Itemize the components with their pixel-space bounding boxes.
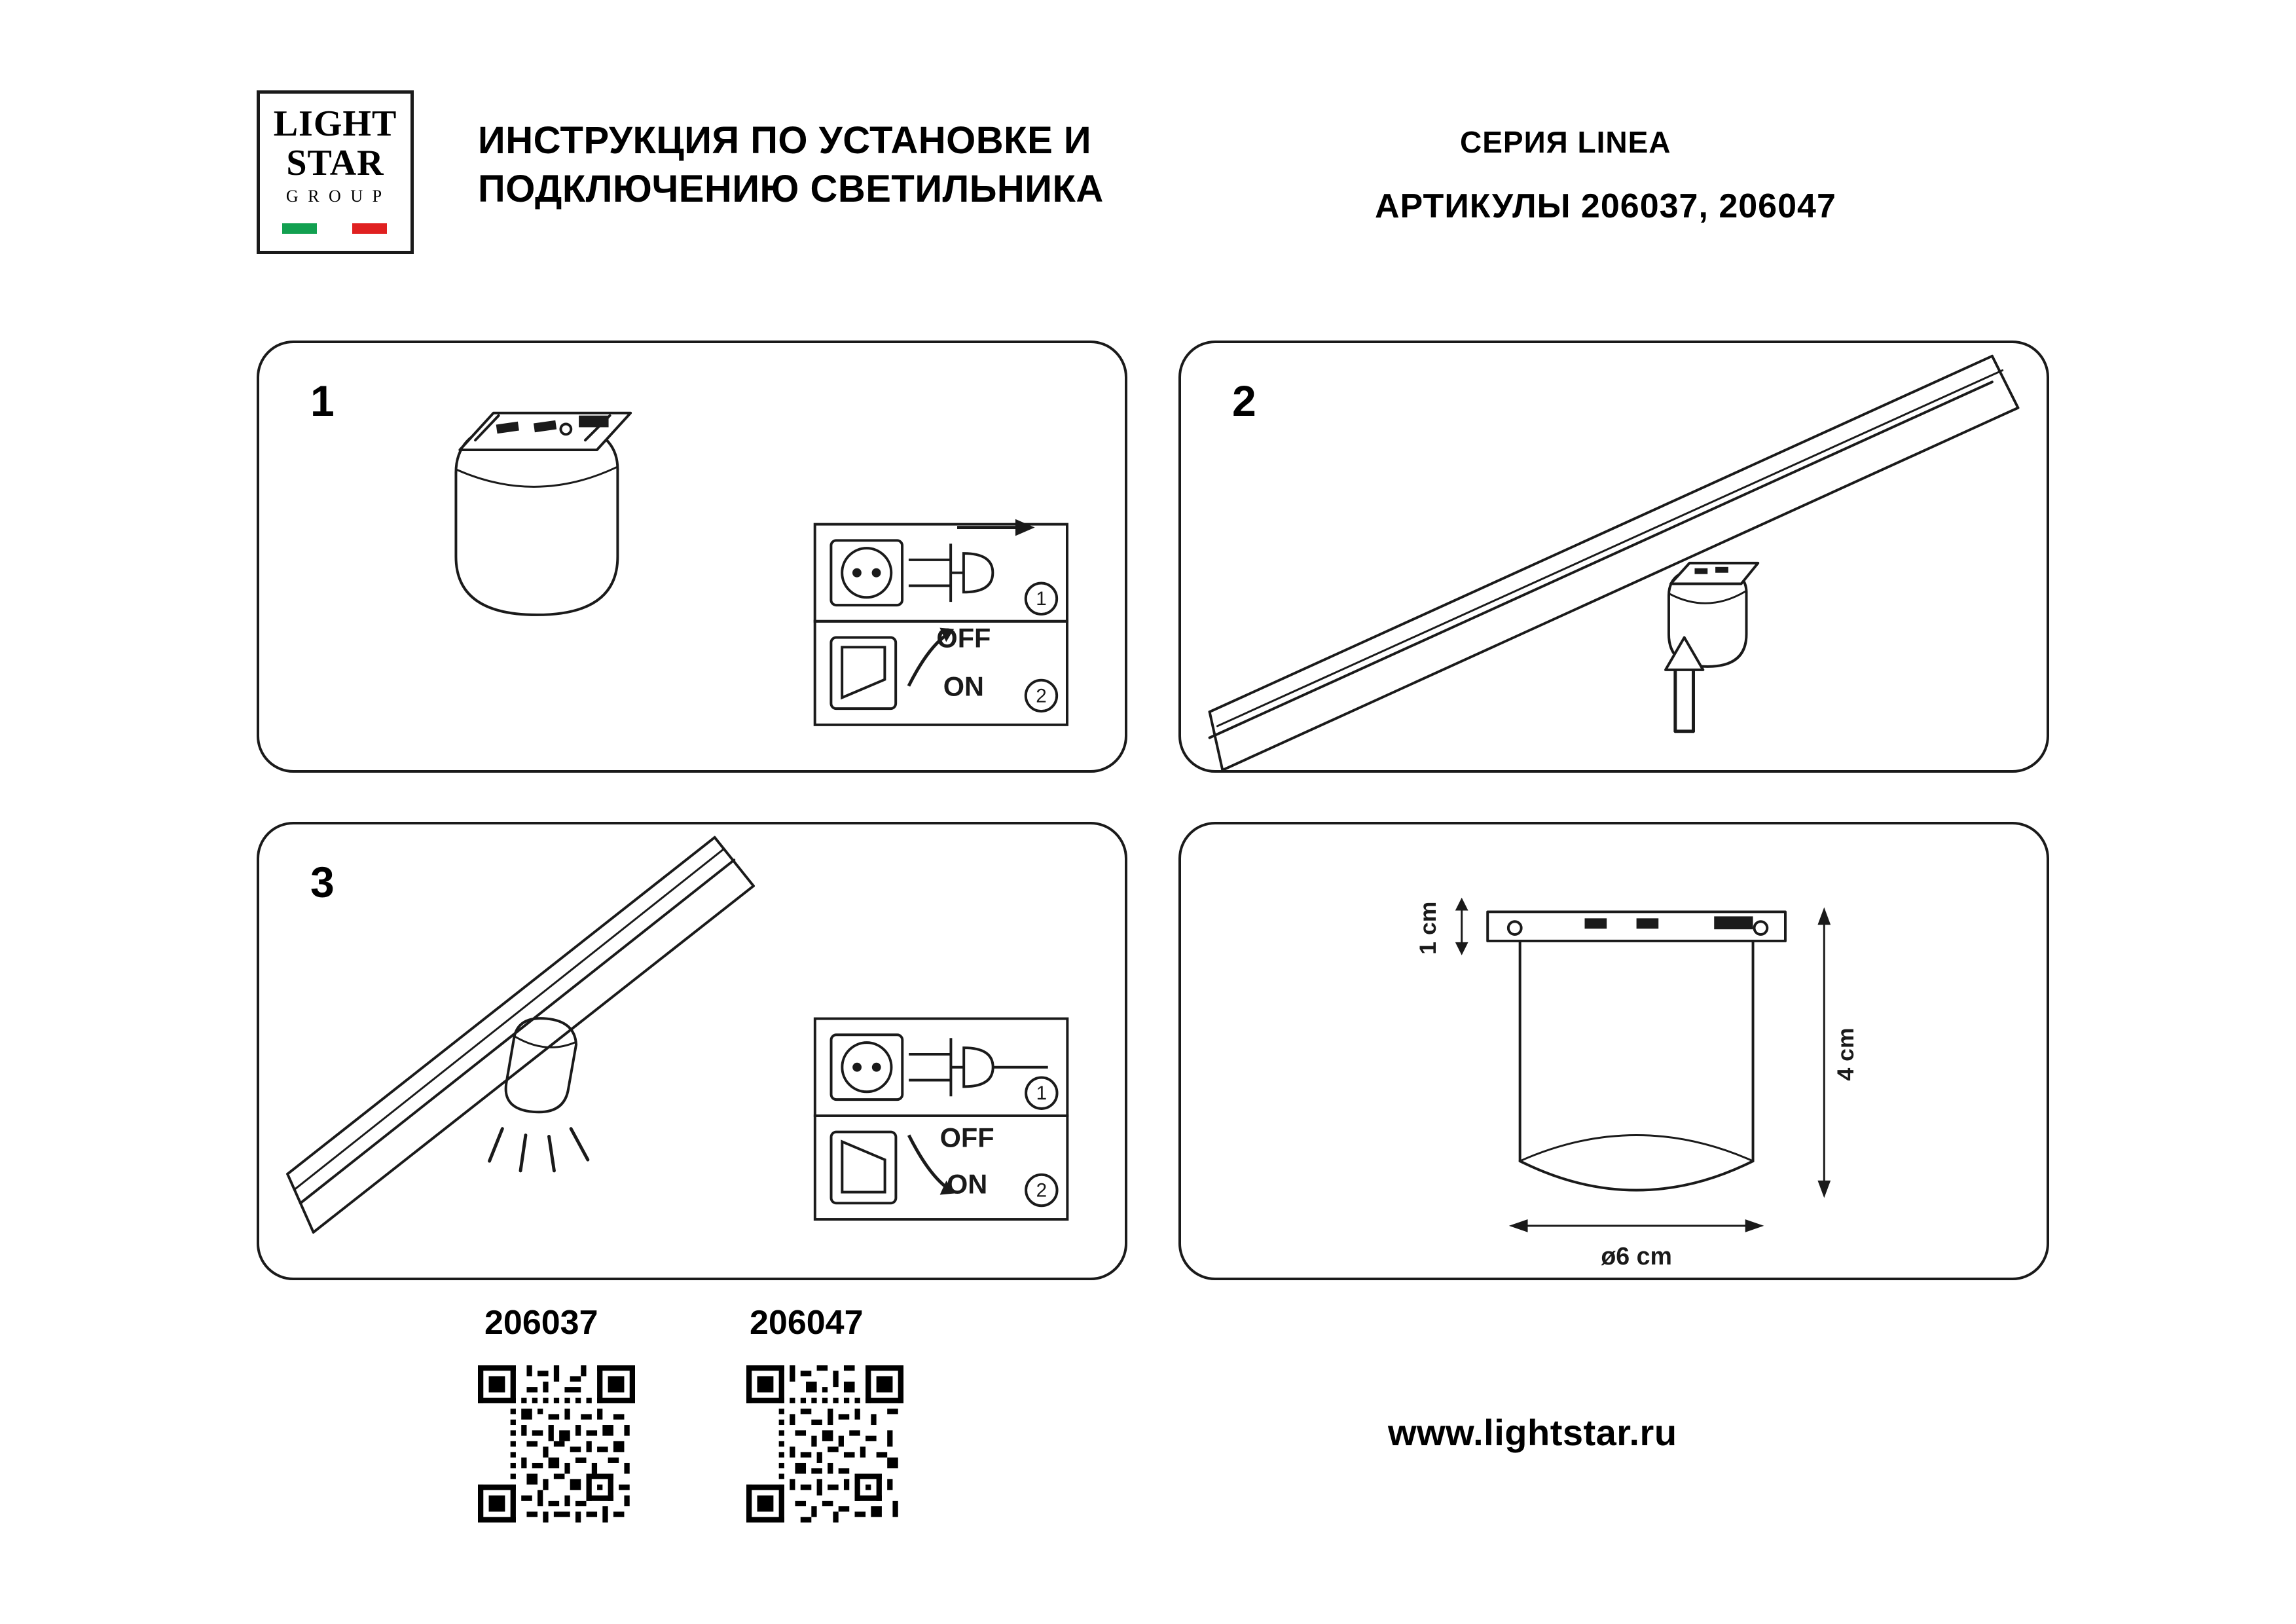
panel-step-2 xyxy=(1178,341,2049,773)
panel-step-3 xyxy=(257,822,1127,1280)
dimension-height-total: 4 cm xyxy=(1832,1027,1859,1081)
badge-label-1: 1 xyxy=(1036,588,1047,610)
step-3-inset-diagram xyxy=(259,824,1125,1278)
step-2-illustration xyxy=(1181,343,2047,770)
panel-step-1 xyxy=(257,341,1127,773)
flag-stripe-white xyxy=(317,223,352,234)
switch-on-label: ON xyxy=(947,1168,988,1200)
italian-flag-icon xyxy=(282,223,387,234)
badge-label-2: 2 xyxy=(1036,1179,1048,1202)
logo-line-light: LIGHT xyxy=(273,103,397,144)
flag-stripe-green xyxy=(282,223,317,234)
switch-off-label: OFF xyxy=(939,1122,994,1153)
articles-label: АРТИКУЛЫ 206037, 206047 xyxy=(1375,187,1836,225)
switch-on-label: ON xyxy=(943,671,985,702)
badge-label-1: 1 xyxy=(1036,1082,1048,1105)
step-1-inset-diagram xyxy=(259,343,1125,770)
step-number-2: 2 xyxy=(1232,377,1256,425)
logo-line-group: G R O U P xyxy=(285,187,385,206)
badge-label-2: 2 xyxy=(1036,685,1047,707)
dimension-height-top: 1 cm xyxy=(1415,901,1442,955)
step-number-3: 3 xyxy=(310,858,335,906)
brand-logo xyxy=(257,90,414,254)
code-label-206047: 206047 xyxy=(750,1304,864,1342)
dimension-diameter: ø6 cm xyxy=(1601,1242,1672,1270)
code-label-206037: 206037 xyxy=(484,1304,598,1342)
dimensions-illustration xyxy=(1181,824,2047,1278)
qr-code-206047[interactable] xyxy=(746,1365,903,1522)
page-title: ИНСТРУКЦИЯ ПО УСТАНОВКЕ И ПОДКЛЮЧЕНИЮ СВЕТИЛЬНИКА xyxy=(478,119,1104,211)
switch-off-label: OFF xyxy=(936,622,991,654)
flag-stripe-red xyxy=(352,223,387,234)
website-url[interactable]: www.lightstar.ru xyxy=(1388,1412,1677,1453)
logo-line-star: STAR xyxy=(286,143,384,183)
step-number-1: 1 xyxy=(310,377,335,425)
series-label: СЕРИЯ LINEA xyxy=(1460,125,1671,159)
logo-wordmark xyxy=(260,105,410,205)
panel-dimensions xyxy=(1178,822,2049,1280)
qr-code-206037[interactable] xyxy=(478,1365,635,1522)
